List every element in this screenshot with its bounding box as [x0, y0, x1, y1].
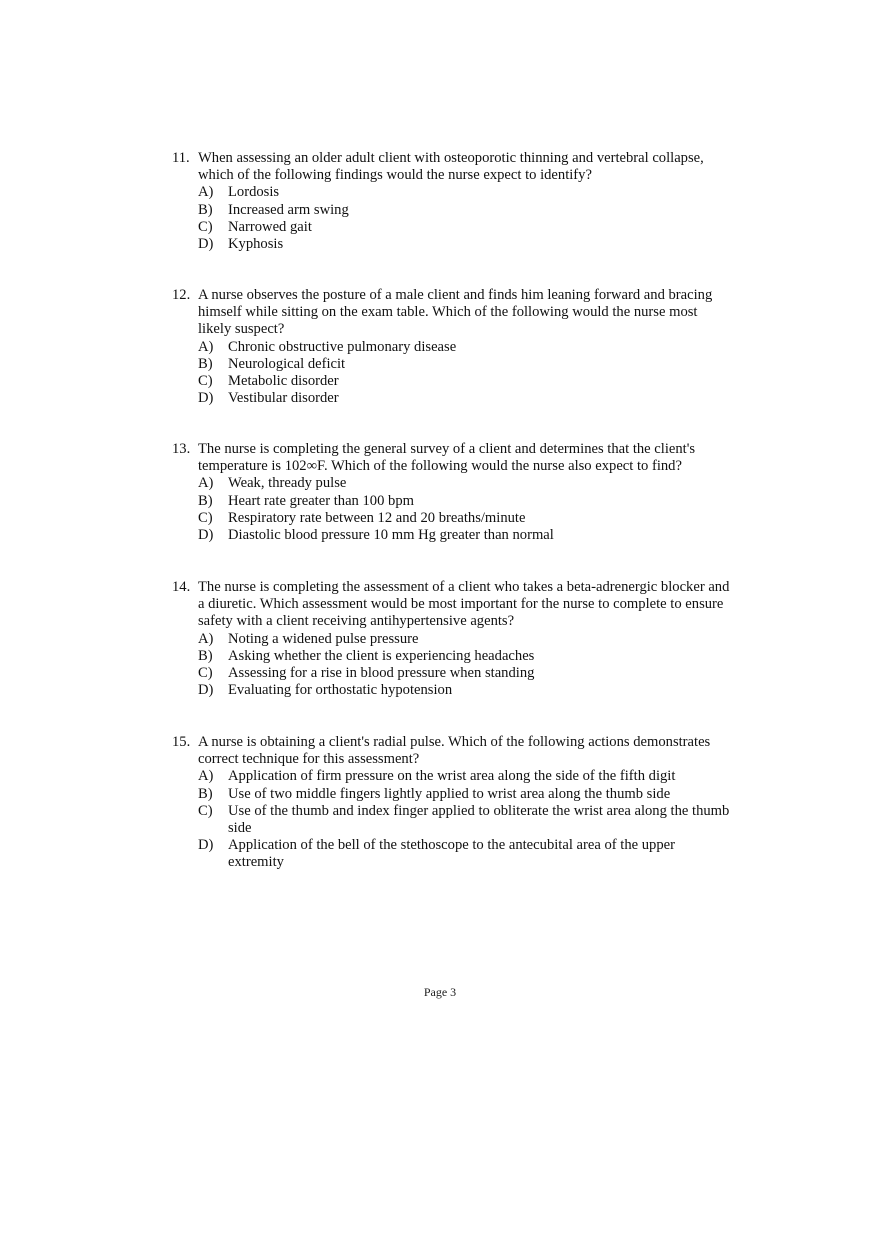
- option-text: Use of the thumb and index finger applied to obliterate the wrist area along the thumb side: [228, 802, 730, 837]
- question-text: A nurse is obtaining a client's radial pulse. Which of the following actions demonstrates correct technique for this assessment?: [198, 734, 711, 768]
- option-letter: B): [198, 647, 213, 664]
- question-text: When assessing an older adult client with osteoporotic thinning and vertebral collapse, which of the following findings would the nurse expect to identify?: [198, 150, 704, 184]
- option-letter: A): [198, 338, 214, 355]
- question-stem: [172, 287, 732, 339]
- question-text: A nurse observes the posture of a male client and finds him leaning forward and bracing himself while sitting on the exam table. Which of the following would the nurse most likely suspect?: [198, 287, 713, 338]
- option-letter: D): [198, 236, 214, 253]
- question-number: 12.: [172, 287, 191, 303]
- option-text: Evaluating for orthostatic hypotension: [228, 682, 453, 699]
- answer-option-c: [198, 665, 732, 682]
- option-text: Application of firm pressure on the wrist area along the side of the fifth digit: [228, 768, 676, 785]
- option-text: Use of two middle fingers lightly applied to wrist area along the thumb side: [228, 785, 671, 802]
- option-text: Vestibular disorder: [228, 390, 339, 407]
- option-letter: A): [198, 475, 214, 492]
- question-stem: [172, 150, 732, 184]
- question-14: [172, 579, 732, 699]
- question-number: 11.: [172, 150, 190, 166]
- option-text: Diastolic blood pressure 10 mm Hg greater than normal: [228, 527, 554, 544]
- answer-option-a: [198, 631, 732, 648]
- option-letter: B): [198, 492, 213, 509]
- option-letter: C): [198, 802, 213, 819]
- answer-option-d: [198, 527, 732, 544]
- question-11: [172, 150, 732, 253]
- answer-option-b: [198, 786, 732, 803]
- option-text: Narrowed gait: [228, 218, 312, 235]
- option-letter: D): [198, 527, 214, 544]
- option-letter: B): [198, 355, 213, 372]
- option-letter: A): [198, 630, 214, 647]
- answer-option-a: [198, 339, 732, 356]
- answer-option-d: [198, 682, 732, 699]
- answer-options: [198, 184, 732, 253]
- option-letter: B): [198, 201, 213, 218]
- option-letter: A): [198, 768, 214, 785]
- answer-option-a: [198, 184, 732, 201]
- option-text: Metabolic disorder: [228, 373, 339, 390]
- answer-option-d: [198, 837, 732, 871]
- option-text: Asking whether the client is experiencing headaches: [228, 647, 535, 664]
- answer-options: [198, 631, 732, 700]
- answer-option-a: [198, 475, 732, 492]
- answer-option-b: [198, 648, 732, 665]
- answer-option-a: [198, 768, 732, 785]
- option-letter: C): [198, 509, 213, 526]
- option-text: Increased arm swing: [228, 201, 349, 218]
- question-stem: [172, 734, 732, 768]
- answer-options: [198, 475, 732, 544]
- option-letter: A): [198, 184, 214, 201]
- option-letter: D): [198, 682, 214, 699]
- answer-option-d: [198, 236, 732, 253]
- question-13: [172, 441, 732, 544]
- answer-option-c: [198, 803, 732, 837]
- option-text: Lordosis: [228, 184, 280, 201]
- question-15: [172, 734, 732, 872]
- option-letter: D): [198, 390, 214, 407]
- question-number: 15.: [172, 734, 191, 750]
- answer-option-b: [198, 493, 732, 510]
- question-stem: [172, 441, 732, 475]
- question-number: 13.: [172, 441, 191, 457]
- option-text: Kyphosis: [228, 236, 284, 253]
- option-text: Heart rate greater than 100 bpm: [228, 492, 414, 509]
- option-text: Noting a widened pulse pressure: [228, 630, 419, 647]
- answer-option-b: [198, 202, 732, 219]
- answer-option-c: [198, 510, 732, 527]
- option-letter: C): [198, 218, 213, 235]
- answer-options: [198, 339, 732, 408]
- answer-options: [198, 768, 732, 871]
- question-text: The nurse is completing the assessment of a client who takes a beta-adrenergic blocker and a diuretic. Which assessment would be most important for the nurse to complete to ensure safety with a client receiving antihypertensive agents?: [198, 579, 730, 630]
- answer-option-c: [198, 219, 732, 236]
- option-letter: C): [198, 665, 213, 682]
- question-text: The nurse is completing the general survey of a client and determines that the client's temperature is 102∞F. Which of the following would the nurse also expect to find?: [198, 441, 696, 475]
- question-stem: [172, 579, 732, 631]
- option-text: Assessing for a rise in blood pressure when standing: [228, 665, 535, 682]
- option-letter: C): [198, 373, 213, 390]
- option-text: Chronic obstructive pulmonary disease: [228, 338, 457, 355]
- answer-option-c: [198, 373, 732, 390]
- answer-option-d: [198, 390, 732, 407]
- option-text: Application of the bell of the stethoscope to the antecubital area of the upper extremity: [228, 837, 675, 871]
- question-number: 14.: [172, 579, 191, 595]
- option-text: Neurological deficit: [228, 355, 346, 372]
- answer-option-b: [198, 356, 732, 373]
- question-12: [172, 287, 732, 407]
- page-number: Page 3: [423, 985, 457, 999]
- option-letter: B): [198, 785, 213, 802]
- option-letter: D): [198, 837, 214, 854]
- option-text: Respiratory rate between 12 and 20 breaths/minute: [228, 509, 526, 526]
- option-text: Weak, thready pulse: [228, 475, 347, 492]
